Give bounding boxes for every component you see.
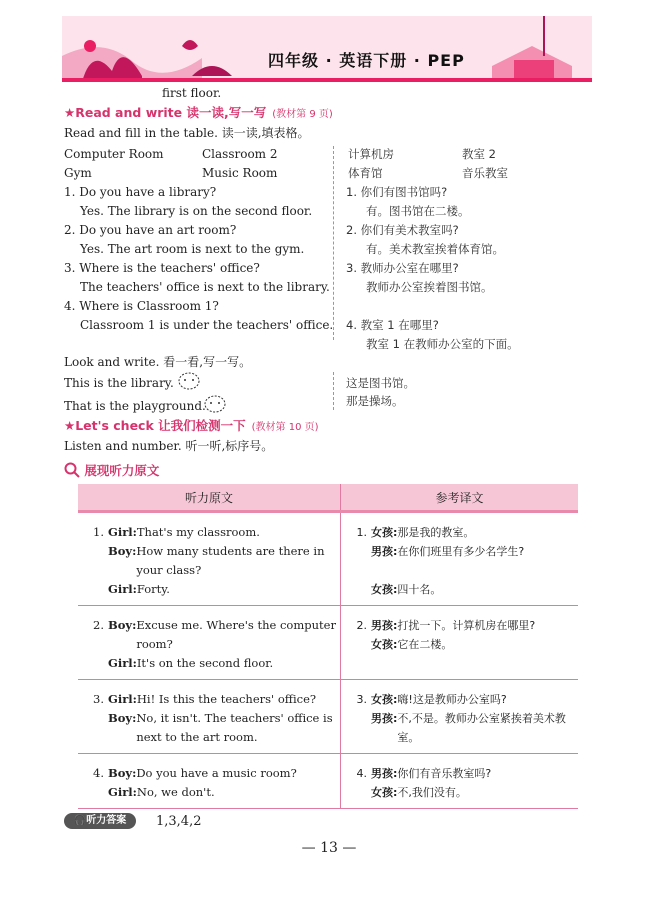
answer-line: Yes. The library is on the second floor. <box>80 204 313 218</box>
question-zh: 2. 你们有美术教室吗? <box>346 223 459 237</box>
table-header-right: 参考译文 <box>341 484 579 512</box>
room-name: Classroom 2 <box>202 147 278 161</box>
room-name: Gym <box>64 166 92 180</box>
star-icon: ★ <box>64 105 76 120</box>
page-number: — 13 — <box>301 840 357 856</box>
room-name-zh: 计算机房 <box>348 147 394 161</box>
flower-icon <box>84 40 96 52</box>
section-title-text: Read and write 读一读,写一写 <box>75 105 267 120</box>
question-zh: 3. 教师办公室在哪里? <box>346 261 459 275</box>
question-zh: 4. 教室 1 在哪里? <box>346 318 439 332</box>
room-name-zh: 音乐教室 <box>462 166 508 180</box>
instruction: Listen and number. 听一听,标序号。 <box>64 439 274 453</box>
question: 1. Do you have a library? <box>64 185 217 199</box>
transcript-table <box>78 484 578 809</box>
room-name: Music Room <box>202 166 278 180</box>
answer-line: Yes. The art room is next to the gym. <box>80 242 305 256</box>
answer-line: The teachers' office is next to the library. <box>80 280 330 294</box>
question: 4. Where is Classroom 1? <box>64 299 219 313</box>
table-header-left: 听力原文 <box>78 484 341 512</box>
question-zh: 1. 你们有图书馆吗? <box>346 185 448 199</box>
answer-zh: 有。美术教室挨着体育馆。 <box>366 242 504 256</box>
section-title-text: Let's check 让我们检测一下 <box>75 418 246 433</box>
look-line: That is the playground. <box>64 399 206 413</box>
column-divider <box>333 372 334 410</box>
table-row: 1. Girl: That's my classroom. Boy: How many students are there in your class? Girl: Forty. 1. 女孩: 那是我的教室。 男孩: 在你们班里有多少名学生? 女孩: 四十名。 <box>78 512 578 606</box>
listening-script-header <box>64 461 159 479</box>
textbook-ref: (教材第 10 页) <box>251 422 319 433</box>
answer-zh: 教室 1 在教师办公室的下面。 <box>366 337 519 351</box>
look-line: This is the library. <box>64 376 174 390</box>
headphones-icon: 🎧 <box>73 815 87 826</box>
sub-header-text: 展现听力原文 <box>84 463 160 478</box>
table-row: 3. Girl: Hi! Is this the teachers' office? Boy: No, it isn't. The teachers' office is next to the art room. 3. 女孩: 嗨!这是教师办公室吗? 男孩: 不,不是。教师办公室紧挨着美术教室。 <box>78 680 578 754</box>
question: 2. Do you have an art room? <box>64 223 237 237</box>
answer-line: Classroom 1 is under the teachers' office. <box>80 318 334 332</box>
room-name-zh: 教室 2 <box>462 147 496 161</box>
answer-zh: 教师办公室挨着图书馆。 <box>366 280 493 294</box>
listening-answer-badge: 🎧听力答案 <box>64 813 136 829</box>
textbook-ref: (教材第 9 页) <box>272 109 333 120</box>
table-row: 2. Boy: Excuse me. Where's the computer room? Girl: It's on the second floor. 2. 男孩: 打扰一下。计算机房在哪里? 女孩: 它在二楼。 <box>78 606 578 680</box>
speech-bubble-icon <box>178 372 200 390</box>
instruction: Read and fill in the table. 读一读,填表格。 <box>64 126 310 140</box>
look-instruction: Look and write. 看一看,写一写。 <box>64 355 252 369</box>
magnifier-icon <box>64 462 80 478</box>
section-lets-check-title <box>64 419 319 435</box>
listening-answer: 1,3,4,2 <box>156 814 202 829</box>
star-icon: ★ <box>64 418 76 433</box>
answer-zh: 有。图书馆在二楼。 <box>366 204 470 218</box>
section-read-write-title <box>64 106 333 122</box>
look-line-zh: 那是操场。 <box>346 394 404 408</box>
carryover-text: first floor. <box>162 86 222 100</box>
look-line-zh: 这是图书馆。 <box>346 376 415 390</box>
header-title: 四年级 · 英语下册 · PEP <box>268 51 465 70</box>
question: 3. Where is the teachers' office? <box>64 261 260 275</box>
table-row: 4. Boy: Do you have a music room? Girl: No, we don't. 4. 男孩: 你们有音乐教室吗? 女孩: 不,我们没有。 <box>78 754 578 809</box>
column-divider <box>333 146 334 340</box>
room-name-zh: 体育馆 <box>348 166 383 180</box>
room-name: Computer Room <box>64 147 164 161</box>
speech-bubble-icon <box>204 395 226 413</box>
